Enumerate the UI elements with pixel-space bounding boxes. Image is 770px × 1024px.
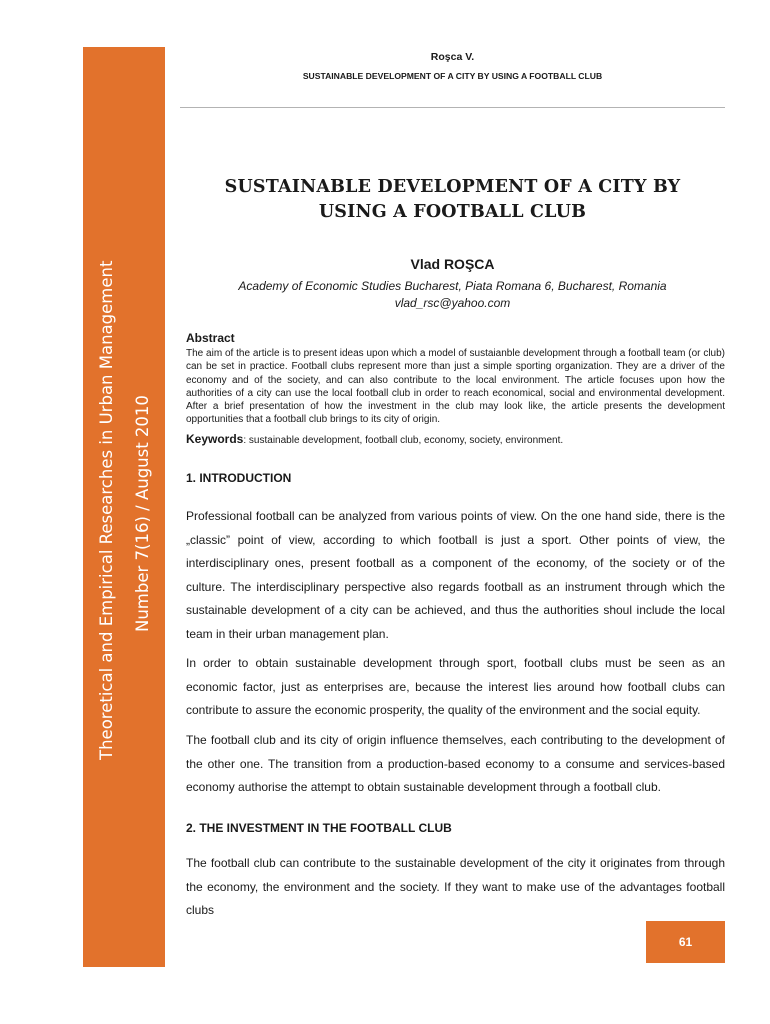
keywords-label: Keywords <box>186 432 244 446</box>
header-divider <box>180 107 725 108</box>
author-name: Vlad ROŞCA <box>410 256 495 272</box>
paragraph: In order to obtain sustainable development through sport, football clubs must be seen as an economic factor, just as enterprises are, because the interest lies around how football clubs can contribute to assure the economic prosperity, the quality of the environment and the social equity. <box>186 656 725 717</box>
article-title-line2: USING A FOOTBALL CLUB <box>318 202 587 222</box>
article-title <box>180 175 725 225</box>
paragraph: Professional football can be analyzed from various points of view. On the one hand side, there is the „classic” point of view, according to which football is just a sport. Other points of view, the interdisciplinary ones, present football as a component of the economy, of the society or of the culture. The interdisciplinary perspective also regards football as an instrument through which the sustainable development of a city can be achieved, and thus the authorities shoul include the local team in their urban management plan. <box>186 509 725 641</box>
author-email: vlad_rsc@yahoo.com <box>394 296 511 310</box>
paragraph: The football club can contribute to the sustainable development of the city it originates from through the economy, the environment and the society. If they want to make use of the advantages football clubs <box>186 856 725 917</box>
section-heading-introduction: 1. INTRODUCTION <box>186 471 292 485</box>
article-title-line1: SUSTAINABLE DEVELOPMENT OF A CITY BY <box>224 177 681 197</box>
author-affiliation: Academy of Economic Studies Bucharest, Piata Romana 6, Bucharest, Romania <box>238 279 667 293</box>
section-heading-investment: 2. THE INVESTMENT IN THE FOOTBALL CLUB <box>186 821 452 835</box>
journal-name: Theoretical and Empirical Researches in Urban Management <box>97 260 116 760</box>
keywords-line <box>186 432 725 446</box>
abstract-text: The aim of the article is to present ideas upon which a model of sustaianble development through a football team (or club) can be set in practice. Football clubs represent more than just a simple sporting organization. They are a driver of the economy and of the society, and can also contribute to the local environment. The article focuses upon how the authorities of a city can use the local football club in order to reach economical, social and environmental development. After a brief presentation of how the investment in the club may look like, the article presents the development opportunities that a football club brings to its city of origin. <box>186 348 725 426</box>
author-affiliation-block <box>180 278 725 312</box>
running-title: SUSTAINABLE DEVELOPMENT OF A CITY BY USING A FOOTBALL CLUB <box>302 71 603 81</box>
running-author: Roşca V. <box>430 51 475 63</box>
side-band <box>83 47 165 967</box>
issue-number: Number 7(16) / August 2010 <box>133 395 152 632</box>
paragraph: The football club and its city of origin influence themselves, each contributing to the development of the other one. The transition from a production-based economy to a consume and services-based economy authorise the attempt to obtain sustainable development through a football club. <box>186 733 725 794</box>
abstract-heading: Abstract <box>186 331 235 345</box>
page-number: 61 <box>646 921 725 963</box>
keywords-list: : sustainable development, football club, economy, society, environment. <box>243 435 564 446</box>
